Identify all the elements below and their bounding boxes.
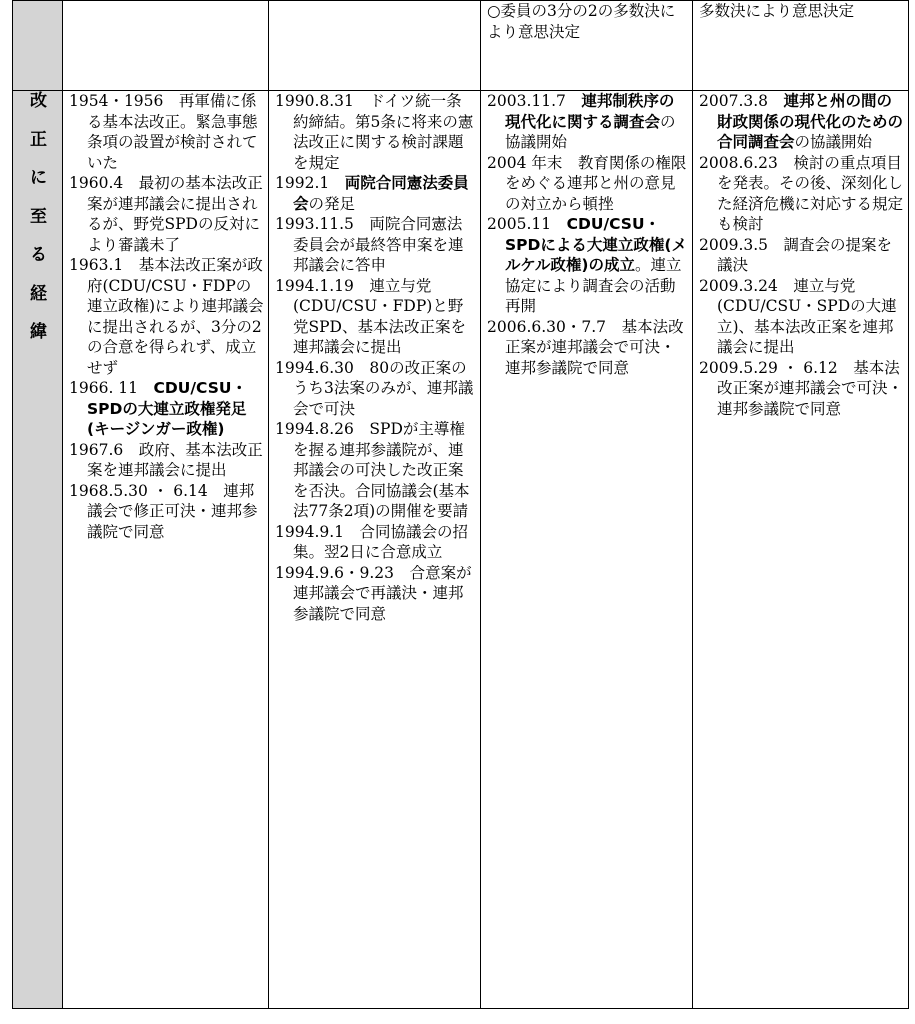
entry-text: SPDが主導権を握る連邦参議院が、連邦議会の可決した改正案を否決。合同協議会(基本法77条2項)の開催を要請	[293, 420, 470, 520]
side-label-char: 改	[30, 91, 47, 111]
timeline-entry	[275, 563, 476, 625]
entry-text: 両院合同憲法委員会が最終答申案を連邦議会に答申	[293, 215, 464, 274]
entry-date: 1994.1.19	[275, 276, 354, 295]
entry-text: 連邦議会で修正可決・連邦参議院で同意	[87, 481, 258, 541]
entry-date: 1993.11.5	[275, 215, 354, 233]
timeline-entry	[275, 522, 476, 563]
timeline-entry	[487, 214, 688, 317]
side-label	[19, 91, 58, 343]
side-label-char: に	[30, 168, 47, 188]
timeline-entry	[487, 91, 688, 153]
entry-date: 2003.11.7	[487, 92, 566, 110]
timeline-entry	[699, 153, 904, 235]
entry-text: 。連立協定により調査会の活動再開	[505, 256, 682, 315]
entry-date: 2009.3.5	[699, 235, 769, 254]
entry-date: 1990.8.31	[275, 92, 354, 110]
entry-text: 基本法改正案が連邦議会で可決・連邦参議院で同意	[717, 358, 904, 418]
entry-text: 基本法改正案が政府(CDU/CSU・FDPの連立政権)により連邦議会に提出されるが、3分の2の合意を得られず、成立せず	[87, 256, 264, 377]
timeline-entry	[69, 481, 264, 543]
timeline-entry	[487, 317, 688, 379]
entry-date: 2007.3.8	[699, 92, 769, 110]
side-label-char: る	[30, 245, 47, 265]
column-4	[693, 91, 909, 1009]
timeline-entry	[275, 358, 476, 420]
entry-text: 基本法改正案が連邦議会で可決・連邦参議院で同意	[505, 317, 684, 377]
entry-text: 連立与党(CDU/CSU・SPDの大連立)、基本法改正案を連邦議会に提出	[717, 276, 897, 356]
entry-text: 最初の基本法改正案が連邦議会に提出されるが、野党SPDの反対により審議未了	[87, 174, 263, 254]
side-label-char: 緯	[30, 322, 47, 342]
top-row	[13, 1, 909, 91]
entry-date: 1994.9.1	[275, 522, 345, 541]
top-cell-col2	[269, 1, 481, 91]
timeline-entry	[69, 91, 264, 173]
entry-text: 80の改正案のうち3法案のみが、連邦議会で可決	[293, 358, 474, 418]
top-text-col4: 多数決により意思決定	[699, 2, 855, 20]
entry-date: 1966. 11	[69, 379, 139, 397]
entry-text: の発足	[308, 194, 356, 213]
entry-date: 2004 年末	[487, 153, 563, 172]
entry-date: 1963.1	[69, 256, 124, 274]
side-label-char: 正	[30, 129, 47, 150]
entry-bold-text: CDU/CSU・SPDの大連立政権発足(キージンガー政権)	[87, 379, 247, 438]
amendment-history-table	[12, 0, 909, 1009]
entry-text: 調査会の提案を議決	[717, 235, 893, 274]
side-label-char: 経	[30, 283, 47, 304]
entry-date: 1994.9.6・9.23	[275, 563, 395, 582]
entry-date: 2008.6.23	[699, 153, 778, 172]
entry-date: 1968.5.30 ・ 6.14	[69, 481, 208, 500]
entry-date: 2005.11	[487, 215, 552, 233]
column-3	[481, 91, 693, 1009]
side-cell-top	[13, 1, 63, 91]
entry-bold-text: 連邦制秩序の現代化に関する調査会	[505, 92, 675, 131]
entry-text: 連立与党(CDU/CSU・FDP)と野党SPD、基本法改正案を連邦議会に提出	[293, 276, 466, 356]
timeline-entry	[69, 173, 264, 255]
entry-date: 2009.5.29 ・ 6.12	[699, 358, 838, 377]
entry-text: 合同協議会の招集。翌2日に合意成立	[293, 522, 469, 561]
column-1	[63, 91, 269, 1009]
timeline-entry	[699, 91, 904, 153]
entry-text: 政府、基本法改正案を連邦議会に提出	[87, 440, 263, 479]
entry-bold-text: 両院合同憲法委員会	[293, 174, 469, 213]
timeline-entry	[487, 153, 688, 215]
entry-text: の協議開始	[505, 112, 676, 151]
entry-text: 教育関係の権限をめぐる連邦と州の意見の対立から頓挫	[505, 153, 687, 213]
timeline-entry	[699, 358, 904, 420]
entry-date: 2006.6.30・7.7	[487, 317, 607, 336]
timeline-entry	[699, 276, 904, 358]
entry-bold-text: 連邦と州の間の財政関係の現代化のための合同調査会	[717, 92, 904, 151]
entry-bold-text: CDU/CSU・SPDによる大連立政権(メルケル政権)の成立	[505, 215, 687, 274]
column-2	[269, 91, 481, 1009]
entry-date: 1992.1	[275, 174, 330, 192]
timeline-entry	[275, 276, 476, 358]
main-row	[13, 91, 909, 1009]
entry-text: 再軍備に係る基本法改正。緊急事態条項の設置が検討されていた	[87, 92, 258, 172]
top-cell-col4	[693, 1, 909, 91]
top-text-col3: ○委員の3分の2の多数決により意思決定	[487, 2, 676, 41]
entry-text: 検討の重点項目を発表。その後、深刻化した経済危機に対応する規定も検討	[717, 153, 904, 233]
side-label-char: 至	[30, 206, 47, 227]
side-label-cell	[13, 91, 63, 1009]
timeline-entry	[275, 419, 476, 522]
timeline-entry	[275, 91, 476, 173]
entry-date: 1994.6.30	[275, 358, 354, 377]
timeline-entry	[275, 214, 476, 276]
top-cell-col3	[481, 1, 693, 91]
entry-date: 2009.3.24	[699, 276, 778, 295]
top-cell-col1	[63, 1, 269, 91]
entry-date: 1967.6	[69, 440, 124, 459]
entry-text: 合意案が連邦議会で再議決・連邦参議院で同意	[293, 563, 472, 623]
entry-date: 1994.8.26	[275, 420, 354, 438]
entry-text: の協議開始	[794, 133, 873, 151]
timeline-entry	[69, 440, 264, 481]
entry-date: 1954・1956	[69, 92, 164, 110]
timeline-entry	[69, 378, 264, 440]
timeline-entry	[275, 173, 476, 214]
timeline-entry	[699, 235, 904, 276]
entry-date: 1960.4	[69, 174, 124, 192]
timeline-entry	[69, 255, 264, 378]
entry-text: ドイツ統一条約締結。第5条に将来の憲法改正に関する検討課題を規定	[293, 92, 474, 172]
